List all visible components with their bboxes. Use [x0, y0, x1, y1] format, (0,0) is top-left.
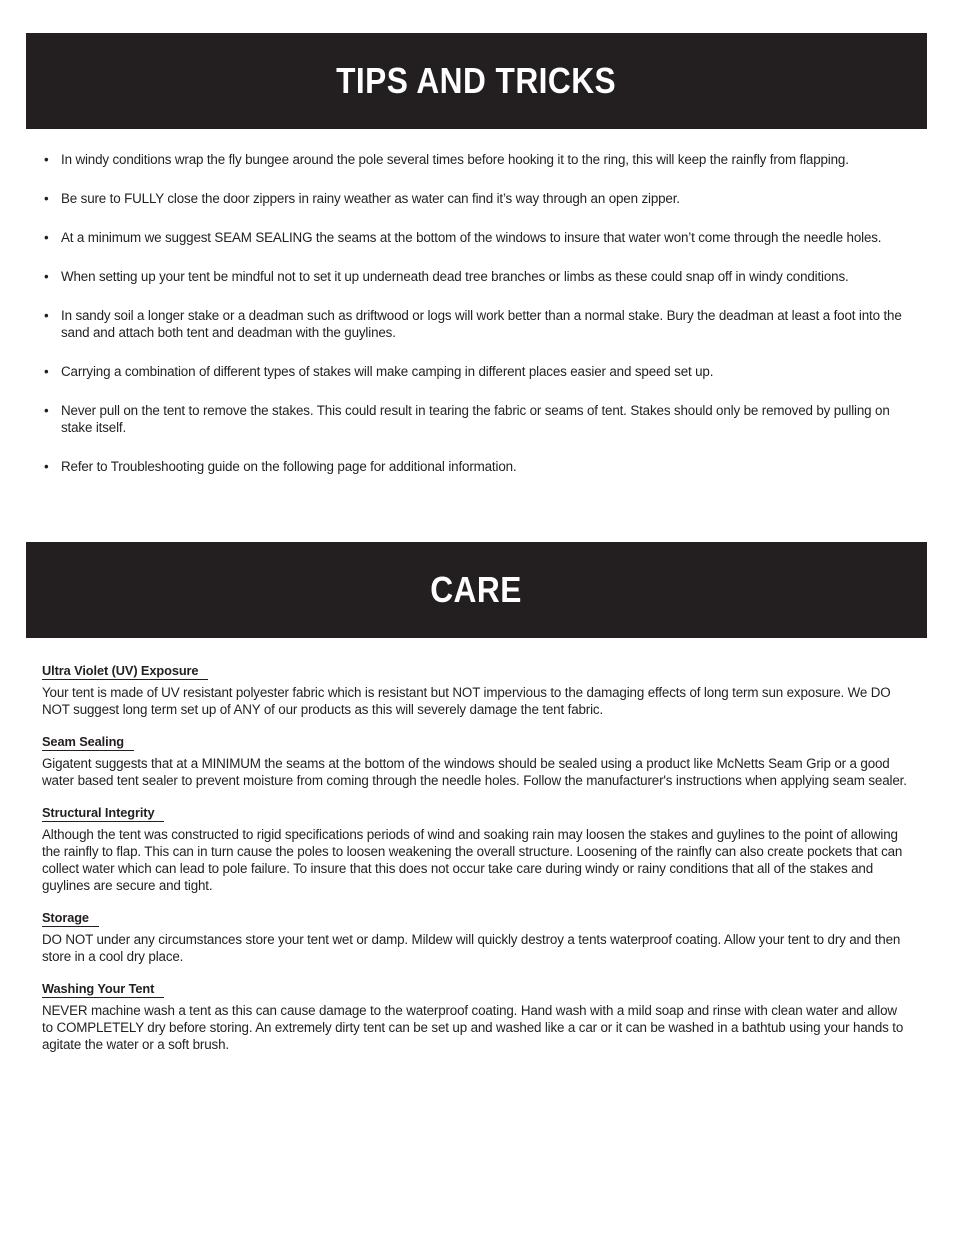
bullet-icon: • — [44, 230, 49, 245]
care-banner — [26, 542, 927, 638]
bullet-icon: • — [44, 269, 49, 284]
tips-item — [44, 151, 914, 168]
tips-item-text: Refer to Troubleshooting guide on the following page for additional information. — [61, 459, 517, 474]
tips-item — [44, 363, 914, 380]
care-section-washing — [42, 980, 908, 1053]
bullet-icon: • — [44, 308, 49, 323]
tips-item — [44, 190, 914, 207]
care-section-heading: Seam Sealing — [42, 734, 134, 751]
tips-list — [44, 151, 914, 497]
tips-item-text: When setting up your tent be mindful not to set it up underneath dead tree branches or limbs as these could snap off in windy conditions. — [61, 269, 849, 284]
bullet-icon: • — [44, 403, 49, 418]
bullet-icon: • — [44, 364, 49, 379]
care-section-uv-exposure — [42, 662, 908, 718]
care-section-text: Gigatent suggests that at a MINIMUM the seams at the bottom of the windows should be sealed using a product like McNetts Seam Grip or a good water based tent sealer to prevent moisture from coming through the needle holes. Follow the manufacturer's instructions when applying seam sealer. — [42, 756, 907, 788]
care-section-text: DO NOT under any circumstances store your tent wet or damp. Mildew will quickly destroy a tents waterproof coating. Allow your tent to dry and then store in a cool dry place. — [42, 932, 901, 964]
care-section-storage — [42, 909, 908, 965]
tips-item-text: In sandy soil a longer stake or a deadman such as driftwood or logs will work better than a normal stake. Bury the deadman at least a foot into the sand and attach both tent and deadman with the guylines. — [61, 308, 902, 340]
tips-item-text: In windy conditions wrap the fly bungee around the pole several times before hooking it to the ring, this will keep the rainfly from flapping. — [61, 152, 849, 167]
tips-item-text: At a minimum we suggest SEAM SEALING the seams at the bottom of the windows to insure that water won’t come through the needle holes. — [61, 230, 882, 245]
tips-banner — [26, 33, 927, 129]
care-section-text: Your tent is made of UV resistant polyester fabric which is resistant but NOT impervious to the damaging effects of long term sun exposure. We DO NOT suggest long term set up of ANY of our products as this will severely damage the tent fabric. — [42, 685, 891, 717]
care-section-heading: Ultra Violet (UV) Exposure — [42, 663, 208, 680]
tips-item-text: Never pull on the tent to remove the stakes. This could result in tearing the fabric or seams of tent. Stakes should only be removed by pulling on stake itself. — [61, 403, 890, 435]
care-section-seam-sealing — [42, 733, 908, 789]
tips-item-text: Carrying a combination of different types of stakes will make camping in different places easier and speed set up. — [61, 364, 714, 379]
tips-item-text: Be sure to FULLY close the door zippers in rainy weather as water can find it’s way through an open zipper. — [61, 191, 680, 206]
care-section-heading: Structural Integrity — [42, 805, 164, 822]
bullet-icon: • — [44, 459, 49, 474]
care-section-heading: Storage — [42, 910, 99, 927]
care-section-heading: Washing Your Tent — [42, 981, 164, 998]
tips-item — [44, 402, 914, 436]
care-section-text: Although the tent was constructed to rigid specifications periods of wind and soaking rain may loosen the stakes and guylines to the point of allowing the rainfly to flap. This can in turn cause the poles to loosen weakening the overall structure. Loosening of the rainfly can also create pockets that can collect water which can lead to pole failure. To insure that this does not occur take care during windy or rainy conditions that all of the stakes and guylines are secure and tight. — [42, 827, 903, 893]
care-title: CARE — [430, 569, 523, 610]
tips-item — [44, 268, 914, 285]
tips-item — [44, 458, 914, 475]
bullet-icon: • — [44, 191, 49, 206]
care-section-structural-integrity — [42, 804, 908, 894]
tips-item — [44, 229, 914, 246]
tips-item — [44, 307, 914, 341]
tips-title: TIPS AND TRICKS — [336, 60, 617, 101]
bullet-icon: • — [44, 152, 49, 167]
care-body — [42, 662, 908, 1068]
care-section-text: NEVER machine wash a tent as this can cause damage to the waterproof coating. Hand wash with a mild soap and rinse with clean water and allow to COMPLETELY dry before storing. An extremely dirty tent can be set up and washed like a car or it can be washed in a bathtub using your hands to agitate the water or a soft brush. — [42, 1003, 904, 1052]
